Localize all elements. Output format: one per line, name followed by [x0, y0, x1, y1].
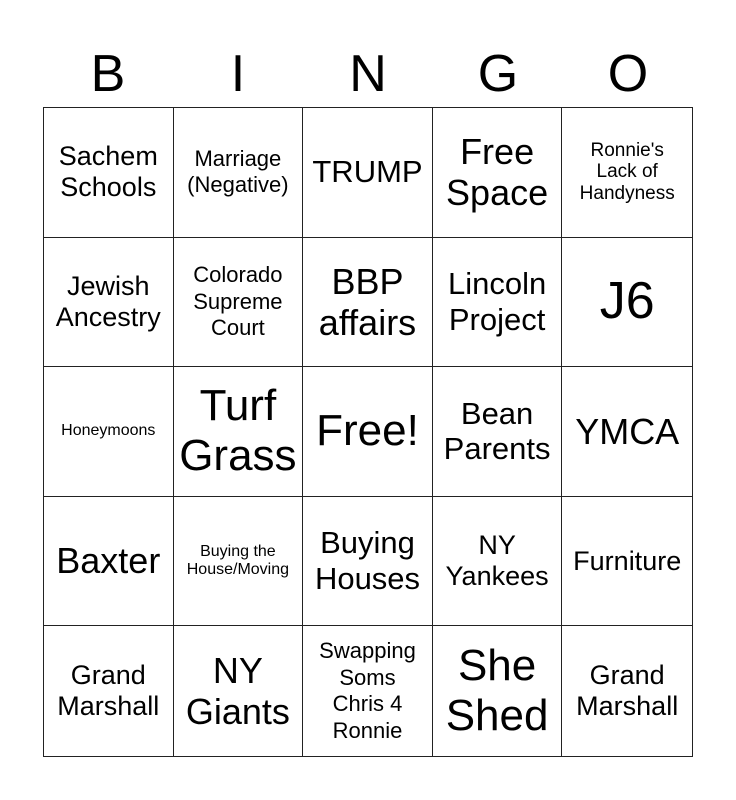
- bingo-header: [43, 40, 693, 108]
- bingo-cell[interactable]: Bean Parents: [433, 367, 563, 497]
- bingo-cell[interactable]: She Shed: [433, 626, 563, 756]
- bingo-cell[interactable]: Ronnie's Lack of Handyness: [562, 108, 692, 238]
- header-letter-b: B: [90, 45, 126, 103]
- header-letter-g: G: [477, 45, 519, 103]
- bingo-cell[interactable]: Grand Marshall: [44, 626, 174, 756]
- bingo-board: [43, 107, 693, 757]
- header-letter-i: I: [230, 45, 246, 103]
- bingo-cell[interactable]: Lincoln Project: [433, 238, 563, 368]
- bingo-cell[interactable]: Furniture: [562, 497, 692, 627]
- bingo-cell[interactable]: NY Giants: [174, 626, 304, 756]
- bingo-cell[interactable]: NY Yankees: [433, 497, 563, 627]
- bingo-cell[interactable]: Colorado Supreme Court: [174, 238, 304, 368]
- bingo-cell[interactable]: Grand Marshall: [576, 660, 679, 722]
- bingo-cell[interactable]: Baxter: [44, 497, 174, 627]
- bingo-cell[interactable]: Marriage (Negative): [174, 108, 304, 238]
- bingo-cell[interactable]: Swapping Soms Chris 4 Ronnie: [303, 626, 433, 756]
- bingo-cell[interactable]: J6: [562, 238, 692, 368]
- header-letter-n: N: [349, 45, 387, 103]
- bingo-cell[interactable]: Honeymoons: [44, 367, 174, 497]
- bingo-cell[interactable]: Buying the House/Moving: [174, 497, 304, 627]
- bingo-cell[interactable]: Jewish Ancestry: [44, 238, 174, 368]
- bingo-cell[interactable]: Sachem Schools: [44, 108, 174, 238]
- bingo-cell[interactable]: BBP affairs: [303, 238, 433, 368]
- bingo-cell[interactable]: Free!: [303, 367, 433, 497]
- header-letter-o: O: [607, 45, 649, 103]
- bingo-cell[interactable]: YMCA: [562, 367, 692, 497]
- bingo-cell[interactable]: Free Space: [433, 108, 563, 238]
- bingo-cell[interactable]: Turf Grass: [174, 367, 304, 497]
- bingo-cell[interactable]: Buying Houses: [303, 497, 433, 627]
- bingo-cell[interactable]: TRUMP: [303, 108, 433, 238]
